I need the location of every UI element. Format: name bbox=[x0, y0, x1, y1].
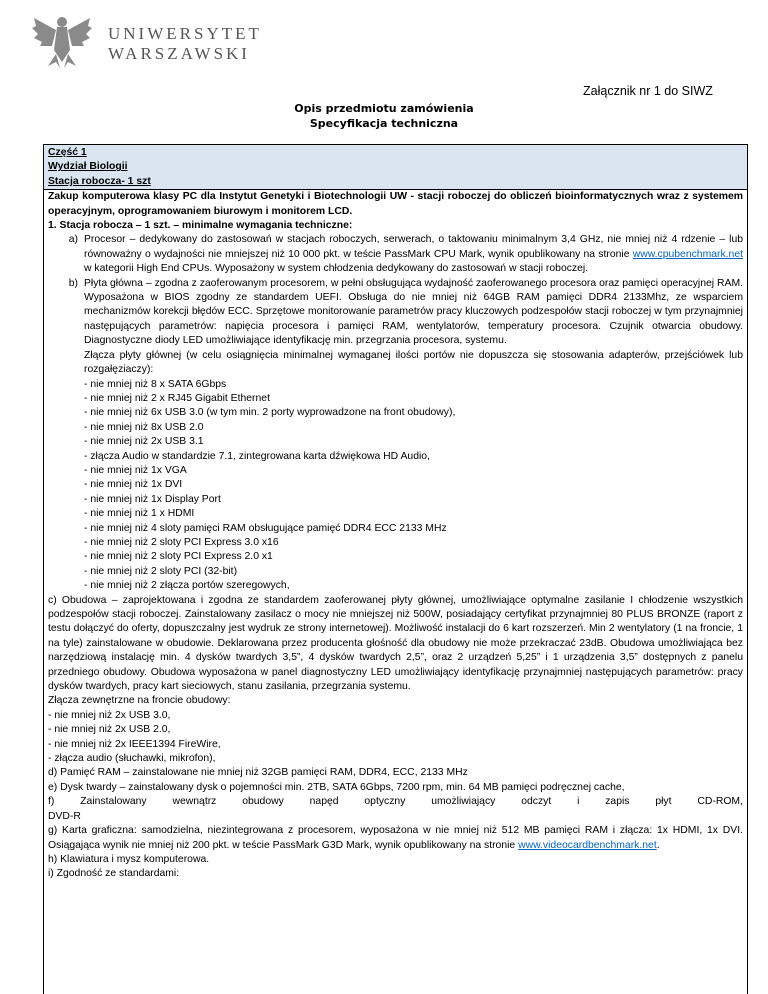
item-f-word: f) bbox=[48, 796, 55, 808]
item-a-text-before: Procesor – dedykowany do zastosowań w stacjach roboczych, serwerach, o taktowaniu minimalnym 3,4 GHz, nie mniej niż 4 rdzenie – lub równoważny o wydajności nie mniejszej niż 10 000 pkt. w teście PassMark CPU Mark, wynik opublikowany na stronie bbox=[84, 234, 743, 260]
intro-paragraph: Zakup komputerowa klasy PC dla Instytut Genetyki i Biotechnologii UW - stacji roboczej do obliczeń bioinformatycznych wraz z systemem operacyjnym, oprogramowaniem biurowym i monitorem LCD. bbox=[48, 191, 743, 217]
item-f-word: obudowy bbox=[242, 796, 284, 808]
item-f bbox=[48, 795, 743, 809]
header-department: Wydział Biologii bbox=[48, 161, 128, 173]
item-a bbox=[48, 233, 743, 276]
item-d: d) Pamięć RAM – zainstalowane nie mniej niż 32GB pamięci RAM, DDR4, ECC, 2133 MHz bbox=[48, 767, 468, 779]
item-c: c) Obudowa – zaprojektowana i zgodna ze standardem zaoferowanej płyty głównej, umożliwiające optymalne zasilanie I chłodzenie wszystkich podzespołów stacji roboczej. Zainstalowany zasilacz o mocy nie mniejszej niż 500W, posiadający certyfikat przynajmniej 80 PLUS BRONZE (raport z testu dołączyć do oferty, dopuszczalny jest wydruk ze strony internetowej). Możliwość instalacji do 6 kart rozszerzeń. Min 2 wentylatory (1 na froncie, 1 na tyle) zainstalowane w obudowie. Deklarowana przez producenta głośność dla obudowy nie może przekraczać 23dB. Obudowa umożliwiająca bez narzędziową instalację min. 4 dysków twardych 3,5”, 4 dysków twardych 2,5”, oraz 2 urządzeń 5,25” i 1 urządzenia 3,5” dostępnych z panelu przedniego obudowy. Obudowa wyposażona w panel diagnostyczny LED umożliwiający identyfikację przynajmniej następujących parametrów: pracy dysków twardych, pracy kart sieciowych, stanu zasilania, przegrzania systemu. bbox=[48, 594, 743, 693]
logo-line-1: UNIWERSYTET bbox=[108, 24, 262, 43]
document-subtitle: Specyfikacja techniczna bbox=[309, 117, 459, 130]
university-logo bbox=[30, 10, 262, 72]
item-f-word: umożliwiający bbox=[431, 796, 496, 808]
port-list-item: - nie mniej niż 2 sloty PCI (32-bit) bbox=[84, 565, 238, 577]
item-f-word: odczyt bbox=[521, 796, 552, 808]
item-f-word: płyt bbox=[655, 796, 672, 808]
document-title: Opis przedmiotu zamówienia bbox=[294, 102, 474, 115]
item-a-text-after: w kategorii High End CPUs. Wyposażony w system chłodzenia dedykowany do zastosowań w stacji roboczej. bbox=[84, 263, 589, 275]
item-a-text bbox=[84, 233, 743, 276]
item-g-text-before: g) Karta graficzna: samodzielna, niezintegrowana z procesorem, wyposażona w nie mniej niż 512 MB pamięci RAM i złącza: 1x HDMI, 1x DVI. Osiągająca wynik nie mniej niż 200 pkt. w teście PassMark G3D Mark, wynik opublikowany na stronie bbox=[48, 825, 743, 851]
port-list-item: - nie mniej niż 8x USB 2.0 bbox=[84, 421, 204, 433]
port-list-item: - nie mniej niż 1 x HDMI bbox=[84, 508, 195, 520]
item-f-word: CD-ROM, bbox=[697, 796, 743, 808]
item-g-text-after: . bbox=[656, 839, 660, 851]
front-ports-list bbox=[48, 709, 743, 767]
item-a-label: a) bbox=[68, 234, 78, 246]
port-list-item: - nie mniej niż 2 sloty PCI Express 2.0 x1 bbox=[84, 551, 273, 563]
port-list-item: - nie mniej niż 1x VGA bbox=[84, 464, 187, 476]
item-i: i) Zgodność ze standardami: bbox=[48, 868, 180, 880]
front-port-item: - nie mniej niż 2x USB 2.0, bbox=[48, 724, 171, 736]
attachment-label: Załącznik nr 1 do SIWZ bbox=[583, 84, 713, 98]
section-title: 1. Stacja robocza – 1 szt. – minimalne wymagania techniczne: bbox=[48, 220, 353, 232]
front-port-item: - nie mniej niż 2x IEEE1394 FireWire, bbox=[48, 738, 221, 750]
item-f-word: Zainstalowany bbox=[80, 796, 147, 808]
port-list-item: - nie mniej niż 2 x RJ45 Gigabit Ethernet bbox=[84, 392, 270, 404]
port-list-item: - nie mniej niż 1x Display Port bbox=[84, 493, 221, 505]
ports-intro: Złącza płyty głównej (w celu osiągnięcia minimalnej wymaganej ilości portów nie dopuszcza się stosowania adapterów, przejściówek lub rozgałęziaczy): bbox=[84, 349, 743, 376]
front-port-item: - złącza audio (słuchawki, mikrofon), bbox=[48, 753, 216, 765]
eagle-emblem-icon bbox=[30, 10, 94, 70]
header-item: Stacja robocza- 1 szt bbox=[48, 175, 151, 187]
port-list-item: - nie mniej niż 1x DVI bbox=[84, 479, 183, 491]
item-f-word: wewnątrz bbox=[172, 796, 217, 808]
port-list-item: - złącza Audio w standardzie 7.1, zintegrowana karta dźwiękowa HD Audio, bbox=[84, 450, 430, 462]
item-b-label: b) bbox=[68, 277, 78, 289]
port-list-item: - nie mniej niż 4 sloty pamięci RAM obsługujące pamięć DDR4 ECC 2133 MHz bbox=[84, 522, 447, 534]
front-port-item: - nie mniej niż 2x USB 3.0, bbox=[48, 709, 171, 721]
item-h: h) Klawiatura i mysz komputerowa. bbox=[48, 853, 210, 865]
item-f-word: optyczny bbox=[364, 796, 406, 808]
videocardbenchmark-link[interactable]: www.videocardbenchmark.net bbox=[518, 839, 657, 851]
table-body bbox=[44, 190, 747, 882]
item-f-tail: DVD-R bbox=[48, 810, 81, 822]
port-list-item: - nie mniej niż 6x USB 3.0 (w tym min. 2 porty wyprowadzone na front obudowy), bbox=[84, 407, 456, 419]
item-b bbox=[48, 277, 743, 349]
item-f-word: zapis bbox=[605, 796, 630, 808]
specification-table bbox=[43, 144, 748, 994]
item-f-word: napęd bbox=[309, 796, 339, 808]
port-list-item: - nie mniej niż 2 sloty PCI Express 3.0 x16 bbox=[84, 536, 279, 548]
item-g bbox=[48, 824, 743, 853]
logo-line-2: WARSZAWSKI bbox=[108, 44, 250, 63]
port-list-item: - nie mniej niż 2 złącza portów szeregowych, bbox=[84, 580, 290, 592]
front-ports-intro: Złącza zewnętrzne na froncie obudowy: bbox=[48, 695, 231, 707]
item-f-word: i bbox=[577, 796, 580, 808]
item-e: e) Dysk twardy – zainstalowany dysk o pojemności min. 2TB, SATA 6Gbps, 7200 rpm, min. 64 MB pamięci podręcznej cache, bbox=[48, 781, 625, 793]
port-list-item: - nie mniej niż 2x USB 3.1 bbox=[84, 436, 204, 448]
header-part: Część 1 bbox=[48, 147, 87, 158]
item-b-text: Płyta główna – zgodna z zaoferowanym procesorem, w pełni obsługująca wydajność zaoferowanego procesora oraz pamięci operacyjnej RAM. Wyposażona w BIOS zgodny ze standardem UEFI. Obsługa do nie mniej niż 64GB RAM pamięci DDR4 2133Mhz, ze wsparciem mechanizmów korekcji błędów ECC. Sprzętowe monitorowanie parametrów pracy kluczowych podzespołów stacji roboczej w tym przynajmniej następujących parametrów: napięcia procesora i pamięci RAM, wentylatorów, temperatury procesora. Czujnik otwarcia obudowy. Diagnostyczne diody LED umożliwiające identyfikację min. przegrzania procesora, systemu. bbox=[84, 277, 743, 347]
ports-list bbox=[48, 378, 743, 594]
port-list-item: - nie mniej niż 8 x SATA 6Gbps bbox=[84, 378, 227, 390]
cpubenchmark-link[interactable]: www.cpubenchmark.net bbox=[632, 248, 743, 260]
table-header bbox=[44, 145, 747, 190]
